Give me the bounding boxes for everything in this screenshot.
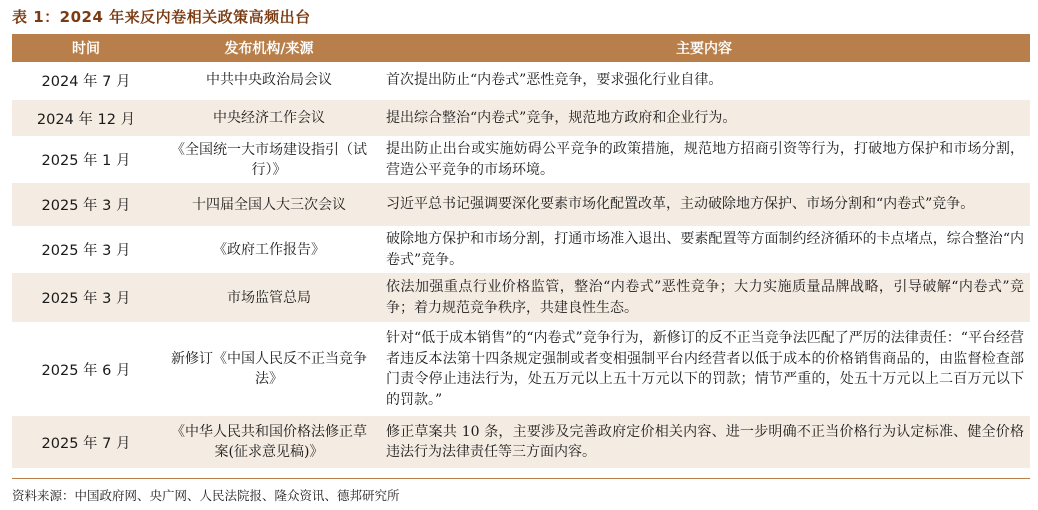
row-content: 依法加强重点行业价格监管，整治“内卷式”恶性竞争；大力实施质量品牌战略，引导破解“内卷式”竞争；着力规范竞争秩序，共建良性生态。 [386,279,1024,316]
row-source: 中央经济工作会议 [213,110,325,126]
table-row [12,416,1030,468]
table-header [12,34,1030,62]
table-row [12,273,1030,324]
row-date: 2025 年 7 月 [41,435,131,452]
header-date: 时间 [72,41,100,57]
row-source: 《中华人民共和国价格法修正草案(征求意见稿)》 [171,424,367,460]
row-content: 习近平总书记强调要深化要素市场化配置改革，主动破除地方保护、市场分割和“内卷式”竞争。 [386,196,975,213]
header-content: 主要内容 [676,41,732,57]
row-date: 2025 年 3 月 [41,243,131,259]
row-content: 提出综合整治“内卷式”竞争，规范地方政府和企业行为。 [386,109,737,126]
policy-table [12,34,1030,468]
header-source: 发布机构/来源 [224,41,314,57]
table-row [12,138,1030,183]
row-content: 首次提出防止“内卷式”恶性竞争，要求强化行业自律。 [386,71,723,88]
row-date: 2025 年 3 月 [41,291,131,307]
row-source: 新修订《中国人民反不正当竞争法》 [171,351,367,387]
table-row [12,324,1030,416]
row-date: 2025 年 6 月 [41,362,131,379]
row-content: 提出防止出台或实施妨碍公平竞争的政策措施，规范地方招商引资等行为，打破地方保护和市场分割，营造公平竞争的市场环境。 [386,141,1024,178]
row-source: 中共中央政治局会议 [206,72,332,88]
row-source: 市场监管总局 [227,289,311,306]
row-source: 《全国统一大市场建设指引（试行）》 [171,141,367,178]
table-title: 表 1：2024 年来反内卷相关政策高频出台 [12,8,311,26]
row-source: 十四届全国人大三次会议 [192,196,346,213]
row-content: 针对“低于成本销售”的“内卷式”竞争行为，新修订的反不正当竞争法匹配了严厉的法律责任：“平台经营者违反本法第十四条规定强制或者变相强制平台内经营者以低于成本的价格销售商品的，由监督检查部门责令停止违法行为，处五万元以上五十万元以下的罚款；情节严重的，处五十万元以上二百万元以下的罚款。” [386,330,1024,408]
row-date: 2025 年 1 月 [41,153,131,169]
row-date: 2024 年 12 月 [36,111,136,128]
row-content: 修正草案共 10 条，主要涉及完善政府定价相关内容、进一步明确不正当价格行为认定标准、健全价格违法行为法律责任等三方面内容。 [386,423,1024,460]
table-row [12,228,1030,273]
row-date: 2025 年 3 月 [41,198,131,214]
table-row [12,62,1030,100]
source-note: 资料来源：中国政府网、央广网、人民法院报、隆众资讯、德邦研究所 [12,478,1030,504]
row-source: 《政府工作报告》 [213,241,325,258]
row-content: 破除地方保护和市场分割，打通市场准入退出、要素配置等方面制约经济循环的卡点堵点，综合整治“内卷式”竞争。 [386,231,1024,268]
table-row [12,100,1030,138]
table-row [12,183,1030,228]
row-date: 2024 年 7 月 [41,73,131,90]
